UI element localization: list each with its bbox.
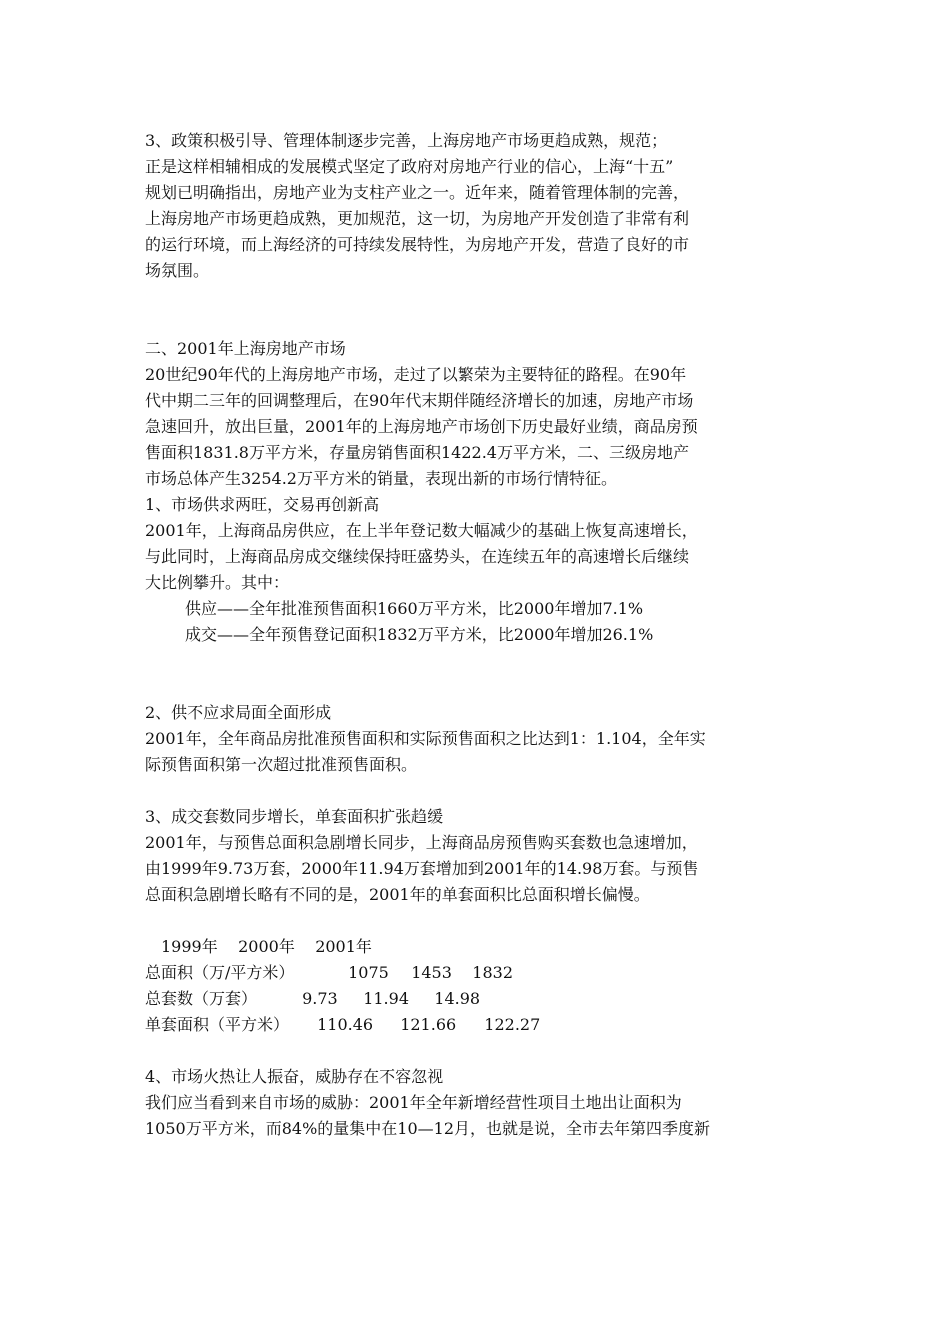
table-cell: 1075 [348, 963, 389, 982]
table-cell: 1453 [411, 963, 452, 982]
table-cell: 1832 [472, 963, 513, 982]
paragraph-line: 上海房地产市场更趋成熟，更加规范，这一切，为房地产开发创造了非常有利 [145, 209, 690, 228]
table-row [145, 986, 807, 1012]
table-cell: 122.27 [484, 1015, 541, 1034]
point1-heading: 1、市场供求两旺，交易再创新高 [145, 495, 380, 514]
table-row [145, 960, 807, 986]
paragraph-line: 急速回升，放出巨量，2001年的上海房地产市场创下历史最好业绩，商品房预 [145, 417, 698, 436]
paragraph-line: 规划已明确指出，房地产业为支柱产业之一。近年来，随着管理体制的完善， [145, 183, 690, 202]
year-cell: 1999年 [161, 937, 218, 956]
spacer [145, 310, 807, 336]
paragraph-line: 正是这样相辅相成的发展模式坚定了政府对房地产行业的信心，上海“十五” [145, 157, 674, 176]
table-cell: 14.98 [434, 989, 481, 1008]
paragraph-line: 的运行环境，而上海经济的可持续发展特性，为房地产开发，营造了良好的市 [145, 235, 690, 254]
paragraph-line: 1050万平方米，而84%的量集中在10—12月，也就是说，全市去年第四季度新 [145, 1119, 711, 1138]
table-cell: 9.73 [302, 989, 338, 1008]
paragraph-line: 大比例攀升。其中： [145, 573, 290, 592]
paragraph-line: 2001年，全年商品房批准预售面积和实际预售面积之比达到1：1.104，全年实 [145, 729, 706, 748]
paragraph-line: 际预售面积第一次超过批准预售面积。 [145, 755, 418, 774]
paragraph-line: 2001年，上海商品房供应，在上半年登记数大幅减少的基础上恢复高速增长， [145, 521, 698, 540]
row-label: 单套面积（平方米） [145, 1015, 290, 1034]
section2-heading: 二、2001年上海房地产市场 [145, 339, 346, 358]
row-label: 总面积（万/平方米） [145, 963, 295, 982]
point3-heading: 3、成交套数同步增长，单套面积扩张趋缓 [145, 807, 444, 826]
section1-heading: 3、政策积极引导、管理体制逐步完善，上海房地产市场更趋成熟，规范； [145, 131, 668, 150]
paragraph-line: 场氛围。 [145, 261, 210, 280]
paragraph-line: 20世纪90年代的上海房地产市场，走过了以繁荣为主要特征的路程。在90年 [145, 365, 687, 384]
document-page [145, 128, 807, 1142]
spacer [145, 1038, 807, 1064]
supply-line: 供应——全年批准预售面积1660万平方米，比2000年增加7.1% [185, 599, 644, 618]
spacer [145, 674, 807, 700]
table-cell: 110.46 [317, 1015, 374, 1034]
year-cell: 2000年 [238, 937, 295, 956]
table-row [145, 1012, 807, 1038]
point4-heading: 4、市场火热让人振奋，威胁存在不容忽视 [145, 1067, 444, 1086]
spacer [145, 908, 807, 934]
paragraph-line: 代中期二三年的回调整理后，在90年代末期伴随经济增长的加速，房地产市场 [145, 391, 694, 410]
deal-line: 成交——全年预售登记面积1832万平方米，比2000年增加26.1% [185, 625, 654, 644]
paragraph-line: 与此同时，上海商品房成交继续保持旺盛势头，在连续五年的高速增长后继续 [145, 547, 690, 566]
paragraph-line: 我们应当看到来自市场的威胁：2001年全年新增经营性项目土地出让面积为 [145, 1093, 682, 1112]
spacer [145, 648, 807, 674]
paragraph-line: 总面积急剧增长略有不同的是，2001年的单套面积比总面积增长偏慢。 [145, 885, 650, 904]
paragraph-line: 2001年，与预售总面积急剧增长同步，上海商品房预售购买套数也急速增加， [145, 833, 698, 852]
paragraph-line: 由1999年9.73万套，2000年11.94万套增加到2001年的14.98万套。与预售 [145, 859, 699, 878]
point2-heading: 2、供不应求局面全面形成 [145, 703, 332, 722]
paragraph-line: 市场总体产生3254.2万平方米的销量，表现出新的市场行情特征。 [145, 469, 617, 488]
paragraph-line: 售面积1831.8万平方米，存量房销售面积1422.4万平方米，二、三级房地产 [145, 443, 689, 462]
year-cell: 2001年 [315, 937, 372, 956]
spacer [145, 284, 807, 310]
table-header [145, 934, 807, 960]
spacer [145, 778, 807, 804]
table-cell: 121.66 [400, 1015, 457, 1034]
row-label: 总套数（万套） [145, 989, 258, 1008]
table-cell: 11.94 [363, 989, 409, 1008]
